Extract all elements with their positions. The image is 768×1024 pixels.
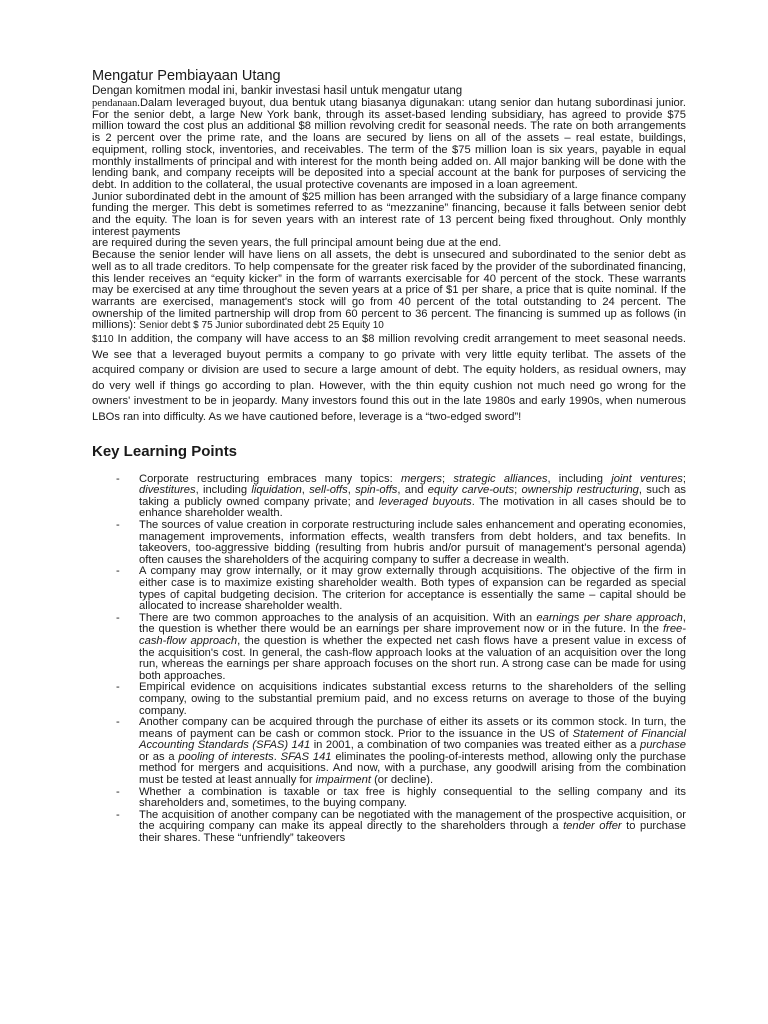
text-run: . <box>273 750 281 763</box>
list-item <box>92 717 686 787</box>
text-run: The sources of value creation in corporate restructuring include sales enhancement and operating economies, management improvements, information effects, wealth transfers from debt holders, and tax benefits. In takeovers, too-aggressive bidding (resulting from hubris and/or pursuit of management's personal agenda) often causes the shareholders of the acquiring company to suffer a decrease in wealth. <box>139 519 686 566</box>
italic-term: liquidation <box>251 484 302 497</box>
bullet-marker: - <box>116 808 120 821</box>
paragraph-4-text: Because the senior lender will have liens on all assets, the debt is unsecured and subordinated to the senior debt as well as to all trade creditors. To help compensate for the greater risk faced by the provider of the subordinated financing, this lender receives an “equity kicker” in the form of warrants exercisable for 40 percent of the stock. These warrants may be exercised at any time throughout the seven years at a price of $1 per share, a price that is quite nominal. If the warrants are exercised, management's stock will go from 40 percent of the total outstanding to 24 percent. The ownership of the limited partnership will drop from 60 percent to 36 percent. The financing is summed up as follows (in millions): <box>92 249 686 332</box>
italic-term: Statement of Financial Accounting Standards (SFAS) 141 <box>139 727 686 752</box>
italic-term: mergers <box>400 472 443 485</box>
text-run: A company may grow internally, or it may grow externally through acquisitions. The objective of the firm in either case is to maximize existing shareholder wealth. Both types of expansion can be regarded as special types of capital budgeting decision. The criterion for acceptance is essentially the same – capital should be allocated to increase shareholder wealth. <box>139 565 686 613</box>
text-run: , <box>301 484 310 497</box>
key-points-list <box>92 474 686 845</box>
text-run: to purchase their shares. These “unfriendly” takeovers <box>139 820 687 845</box>
italic-term: impairment <box>315 774 371 787</box>
text-run: ; <box>514 484 522 497</box>
paragraph-1-text: Dalam leveraged buyout, dua bentuk utang biasanya digunakan: utang senior dan hutang subordinasi junior. For the senior debt, a large New York bank, through its asset-based lending subsidiary, has agreed to provide $75 million toward the cost plus an additional $8 million revolving credit for seasonal needs. The rate on both arrangements is 2 percent over the prime rate, and the loans are secured by liens on all of the assets – real estate, buildings, equipment, rolling stock, inventories, and receivables. The term of the $75 million loan is six years, payable in equal monthly installments of principal and with interest for the month being added on. All major banking will be done with the lending bank, and company receipts will be deposited into a special account at the bank for purposes of servicing the debt. In addition to the collateral, the usual protective covenants are imposed in a loan agreement. <box>92 97 686 191</box>
bullet-marker: - <box>116 785 120 798</box>
text-run: Whether a combination is taxable or tax free is highly consequential to the selling company and its shareholders and, sometimes, to the buying company. <box>139 785 686 810</box>
list-item <box>92 810 686 845</box>
italic-term: free-cash-flow approach <box>139 623 686 647</box>
text-run: ; <box>682 472 686 485</box>
italic-term: spin-offs <box>355 484 398 497</box>
italic-term: earnings per share approach <box>536 611 683 624</box>
list-item <box>92 474 686 520</box>
italic-term: divestitures <box>139 484 196 497</box>
text-run: , including <box>195 484 252 497</box>
paragraph-3: are required during the seven years, the full principal amount being due at the end. <box>92 237 502 250</box>
text-run: ; <box>442 472 454 485</box>
list-item <box>92 787 686 810</box>
list-item <box>92 682 686 717</box>
text-run: in 2001, a combination of two companies was treated either as a <box>310 739 640 752</box>
italic-term: ownership restructuring <box>521 484 639 497</box>
italic-term: strategic alliances <box>453 472 548 485</box>
text-run: , including <box>547 472 612 485</box>
text-run: Another company can be acquired through the purchase of either its assets or its common stock. In turn, the means of payment can be cash or common stock. Prior to the issuance in the US of <box>139 716 686 740</box>
italic-term: tender offer <box>563 820 622 833</box>
bullet-marker: - <box>116 716 120 729</box>
italic-term: leveraged buyouts <box>378 495 472 508</box>
bullet-marker: - <box>116 681 120 694</box>
text-run: Corporate restructuring embraces many topics: <box>139 472 401 485</box>
text-run: , such as taking a publicly owned company private; and <box>139 484 687 508</box>
italic-term: SFAS 141 <box>280 750 332 763</box>
italic-term: pooling of interests <box>178 750 274 763</box>
paragraph-1 <box>92 98 686 192</box>
text-run: , and <box>397 484 428 497</box>
paragraph-2: Junior subordinated debt in the amount of $25 million has been arranged with the subsidiary of a large finance company funding the merger. This debt is sometimes referred to as “mezzanine” financing, because it falls between senior debt and the equity. The loan is for seven years with an interest rate of 13 percent being fixed throughout. Only monthly interest payments <box>92 190 686 238</box>
list-item <box>92 613 686 683</box>
text-run: eliminates the pooling-of-interests method, allowing only the purchase method for mergers and acquisitions. And now, with a purchase, any goodwill arising from the combination must be tested at least annually for <box>139 750 687 787</box>
bullet-marker: - <box>116 472 120 485</box>
bullet-marker: - <box>116 611 120 624</box>
paragraph-4 <box>92 250 686 332</box>
text-run: , the question is whether there would be an earnings per share improvement now or in the future. In the <box>139 611 686 636</box>
paragraph-5-text: In addition, the company will have access to an $8 million revolving credit arrangement to meet seasonal needs. We see that a leveraged buyout permits a company to go private with very little equity terlibat. The assets of the acquired company or division are used to secure a large amount of debt. The equity holders, as residual owners, may do very well if things go according to plan. However, with the thin equity cushion not much need go wrong for the owners' investment to be in jeopardy. Many investors found this out in the late 1980s and early 1990s, when numerous LBOs ran into difficulty. As we have cautioned before, leverage is a “two-edged sword”! <box>92 333 687 424</box>
intro-prefix: pendanaan. <box>92 98 140 109</box>
financing-summary: Senior debt $ 75 Junior subordinated debt 25 Equity 10 <box>139 320 384 332</box>
italic-term: joint ventures <box>611 472 683 485</box>
text-run: , the question is whether the expected net cash flows have a present value in excess of the acquisition's cost. In general, the cash-flow approach looks at the valuation of an acquisition over the long run, whereas the earnings per share approach focuses on the short run. A strong case can be made for using both approaches. <box>139 634 686 682</box>
list-item <box>92 520 686 566</box>
document-body <box>92 98 686 426</box>
text-run: or as a <box>139 750 179 763</box>
document-subtitle: Dengan komitmen modal ini, bankir investasi hasil untuk mengatur utang <box>92 85 463 97</box>
list-item <box>92 566 686 612</box>
text-run: (or decline). <box>370 774 434 787</box>
bullet-marker: - <box>116 519 120 531</box>
text-run: The acquisition of another company can be negotiated with the management of the prospective acquisition, or the acquiring company can make its appeal directly to the shareholders through a <box>139 808 686 833</box>
financing-total: $110 <box>92 334 114 346</box>
section-title: Key Learning Points <box>92 442 238 460</box>
text-run: Empirical evidence on acquisitions indicates substantial excess returns to the shareholders of the selling company, owing to the substantial premium paid, and no excess returns on average to those of the buying company. <box>139 681 686 717</box>
italic-term: equity carve-outs <box>427 484 515 497</box>
italic-term: purchase <box>639 739 687 752</box>
text-run: There are two common approaches to the analysis of an acquisition. With an <box>139 611 537 624</box>
text-run: , <box>347 484 356 497</box>
paragraph-5 <box>92 332 686 426</box>
bullet-marker: - <box>116 565 120 578</box>
document-title: Mengatur Pembiayaan Utang <box>92 68 281 84</box>
italic-term: sell-offs <box>309 484 348 497</box>
text-run: . The motivation in all cases should be to enhance shareholder wealth. <box>139 495 687 520</box>
document-content <box>92 68 686 845</box>
